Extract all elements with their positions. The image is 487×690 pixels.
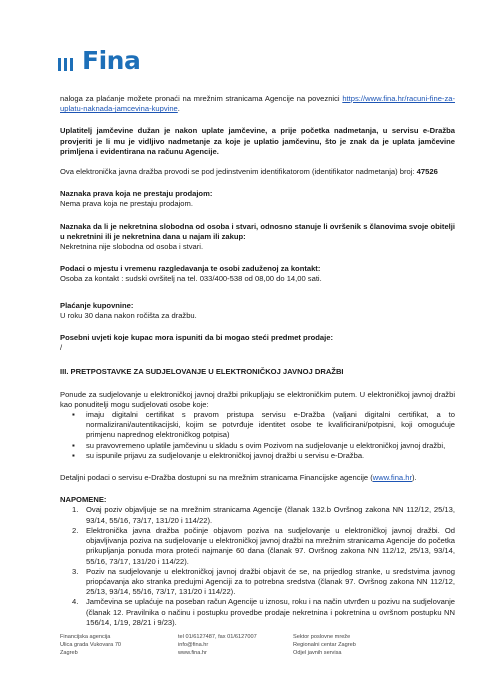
list-item: ▪ imaju digitalni certifikat s pravom pristupa servisu e-Dražba (valjani digitalni certifikat, a to normalizirani/autentikacijski, kojim se potvrđuje identitet osobe te kvalificirani/potpisni, koji omogućuje primjenu naprednog elektroničkog potpisa): [86, 410, 455, 441]
list-item: [72, 525, 455, 567]
payment-heading: Plaćanje kupovnine:: [60, 300, 134, 310]
contact-heading: Podaci o mjestu i vremenu razgledavanja te osobi zaduženoj za kontakt:: [60, 264, 321, 274]
notes-list: [60, 505, 455, 627]
footer-line: Regionalni centar Zagreb: [293, 642, 356, 648]
footer-email[interactable]: info@fina.hr: [178, 642, 209, 648]
note-number: 1.: [72, 505, 79, 515]
rights-text: Nema prava koja ne prestaju prodajom.: [60, 199, 193, 209]
list-item: ▪ su pravovremeno uplatile jamčevinu u skladu s ovim Pozivom na sudjelovanje u elektroničkoj javnoj dražbi,: [86, 441, 455, 451]
details-paragraph: [60, 473, 455, 483]
footer-department: [293, 633, 356, 657]
footer-line: Zagreb: [60, 650, 78, 656]
payment-info-link[interactable]: https://www.fina.hr/racuni-fine-za-uplatu-naknada-jamcevina-kupvine: [60, 94, 455, 114]
payment-info-end: .: [177, 104, 180, 114]
logo-text: Fina: [82, 46, 141, 75]
identifier-text: Ova elektronička javna dražba provodi se pod jedinstvenim identifikatorom (identifikator nadmetanja) broj:: [60, 167, 417, 177]
vacancy-text: Nekretnina nije slobodna od osoba i stvari.: [60, 242, 204, 252]
footer-contact: [178, 633, 257, 657]
note-text: Ovaj poziv objavljuje se na mrežnim stranicama Agencije (članak 132.b Ovršnog zakona NN 112/12, 25/13, 93/14, 55/16, 73/17, 131/20 i 114/22).: [86, 505, 455, 525]
list-item: [72, 505, 455, 525]
footer-line: Sektor poslovne mreže: [293, 634, 351, 640]
note-text: Jamčevina se uplaćuje na poseban račun Agencije u iznosu, roku i na način utvrđen u pozivu na sudjelovanje (članak 12. Pravilnika o načinu i postupku provedbe prodaje nekretnina i pokretnina u ovršnom postupku NN 156/14, 1/19, 28/21 i 9/23).: [86, 597, 455, 627]
note-text: Elektronička javna dražba počinje objavom poziva na sudjelovanje u elektroničkoj javnoj dražbi. Od objavljivanja poziva na sudjelovanje u elektroničkoj javnoj dražbi na mrežnim stranicama Agencije do početka prikupljanja ponuda mora proteći najmanje 60 dana (članak 97. Ovršnog zakona NN 112/12, 25/13, 93/14, 55/16, 73/17, 131/20 i 114/22).: [86, 525, 455, 566]
deposit-check-paragraph: Uplatitelj jamčevine dužan je nakon uplate jamčevine, a prije početka nadmetanja, u servisu e-Dražba provjeriti je li mu je vidljivo nadmetanje za koje je uplatio jamčevinu, što je znak da je uplata jamčevine primljena i evidentirana na računu Agencije.: [60, 126, 455, 156]
note-number: 3.: [72, 566, 79, 576]
note-text: Poziv na sudjelovanje u elektroničkoj javnoj dražbi objavit će se, na prijedlog stranke, u sredstvima javnog priopćavanja ako stranka predujmi Agenciji za to potrebna sredstva (članak 97. Ovršnog zakona NN 112/12, 25/13, 93/14, 55/16, 73/17, 131/20 i 114/22).: [86, 566, 455, 597]
payment-info-text: naloga za plaćanje možete pronaći na mrežnim stranicama Agencije na poveznici: [60, 94, 343, 103]
conditions-text: /: [60, 343, 63, 353]
fina-logo: [58, 44, 140, 74]
fina-website-link[interactable]: www.fina.hr: [372, 473, 413, 483]
contact-text: Osoba za kontakt : sudski ovršitelj na tel. 033/400-538 od 08,00 do 14,00 sati.: [60, 274, 322, 284]
rights-heading: Naznaka prava koja ne prestaju prodajom:: [60, 189, 213, 199]
payment-text: U roku 30 dana nakon ročišta za dražbu.: [60, 310, 197, 320]
identifier-paragraph: [60, 167, 455, 177]
footer-address: [60, 633, 121, 657]
section3-intro: Ponude za sudjelovanje u elektroničkoj javnoj dražbi prikupljaju se elektroničkim putem. U elektroničkoj javnoj dražbi kao ponuditelji mogu sudjelovati osobe koje:: [60, 389, 455, 409]
list-item: [72, 597, 455, 628]
list-item: ▪ su ispunile prijavu za sudjelovanje u elektroničkoj javnoj dražbi u servisu e-Dražba.: [86, 451, 455, 461]
payment-info-paragraph: [60, 94, 455, 114]
requirements-list: [60, 410, 455, 461]
footer-line: Odjel javnih servisa: [293, 650, 342, 656]
note-number: 4.: [72, 597, 79, 607]
notes-title: NAPOMENE:: [60, 495, 107, 505]
footer-line: Financijska agencija: [60, 634, 111, 640]
note-number: 2.: [72, 525, 79, 535]
footer-line: Ulica grada Vukovara 70: [60, 642, 122, 648]
conditions-heading: Posebni uvjeti koje kupac mora ispuniti da bi mogao steći predmet prodaje:: [60, 333, 334, 343]
footer-website[interactable]: www.fina.hr: [178, 650, 207, 656]
list-item: [72, 566, 455, 598]
identifier-number: 47526: [416, 167, 438, 177]
document-body: [60, 94, 455, 628]
vacancy-heading: Naznaka da li je nekretnina slobodna od osoba i stvari, odnosno stanuje li ovršenik s članovima svoje obitelji u nekretnini ili je nekretnina dana u najam ili zakup:: [60, 221, 455, 241]
details-end: ).: [412, 473, 417, 483]
section3-title: III. PRETPOSTAVKE ZA SUDJELOVANJE U ELEKTRONIČKOJ JAVNOJ DRAŽBI: [60, 367, 344, 377]
footer-line: tel 01/6127487, fax 01/6127007: [178, 634, 257, 640]
logo-bars-icon: [58, 58, 76, 71]
details-text: Detaljni podaci o servisu e-Dražba dostupni su na mrežnim stranicama Financijske agencije (: [60, 473, 373, 483]
